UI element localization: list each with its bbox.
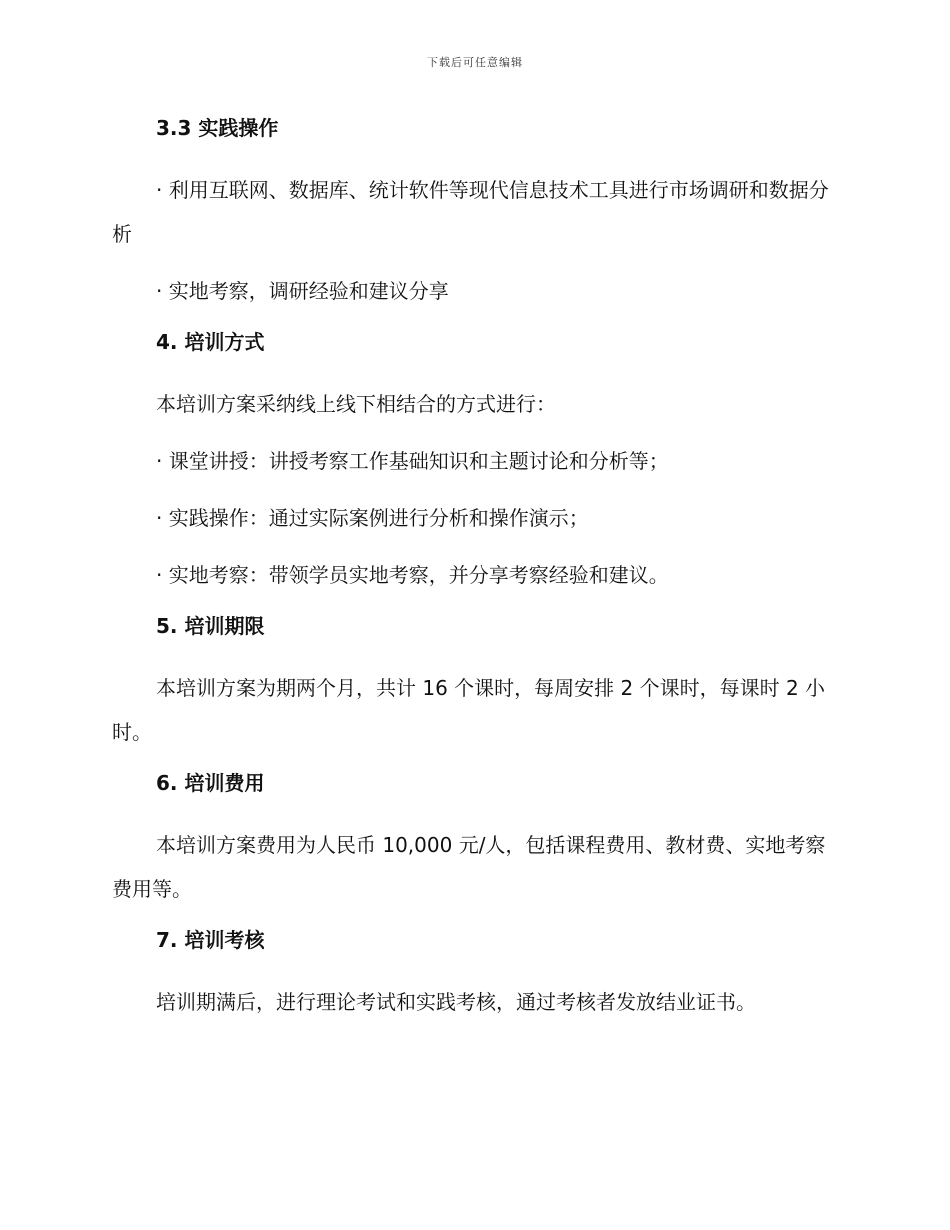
paragraph: · 利用互联网、数据库、统计软件等现代信息技术工具进行市场调研和数据分析 xyxy=(112,178,829,246)
paragraph: 本培训方案为期两个月，共计 16 个课时，每周安排 2 个课时，每课时 2 小时。 xyxy=(112,676,826,744)
section-heading-7: 7. 培训考核 xyxy=(156,928,265,952)
paragraph: · 课堂讲授：讲授考察工作基础知识和主题讨论和分析等； xyxy=(156,449,669,473)
section-heading-4: 4. 培训方式 xyxy=(156,330,265,354)
paragraph: · 实践操作：通过实际案例进行分析和操作演示； xyxy=(156,506,589,530)
paragraph: 本培训方案费用为人民币 10,000 元/人，包括课程费用、教材费、实地考察费用等。 xyxy=(112,833,826,901)
document-body xyxy=(112,112,836,1037)
header-note: 下载后可任意编辑 xyxy=(427,56,523,69)
paragraph: 本培训方案采纳线上线下相结合的方式进行： xyxy=(156,392,556,416)
section-heading-3-3: 3.3 实践操作 xyxy=(156,116,279,140)
section-heading-6: 6. 培训费用 xyxy=(156,771,265,795)
paragraph: · 实地考察：带领学员实地考察，并分享考察经验和建议。 xyxy=(156,563,669,587)
paragraph: · 实地考察，调研经验和建议分享 xyxy=(156,279,449,303)
section-heading-5: 5. 培训期限 xyxy=(156,614,265,638)
paragraph: 培训期满后，进行理论考试和实践考核，通过考核者发放结业证书。 xyxy=(156,990,756,1014)
